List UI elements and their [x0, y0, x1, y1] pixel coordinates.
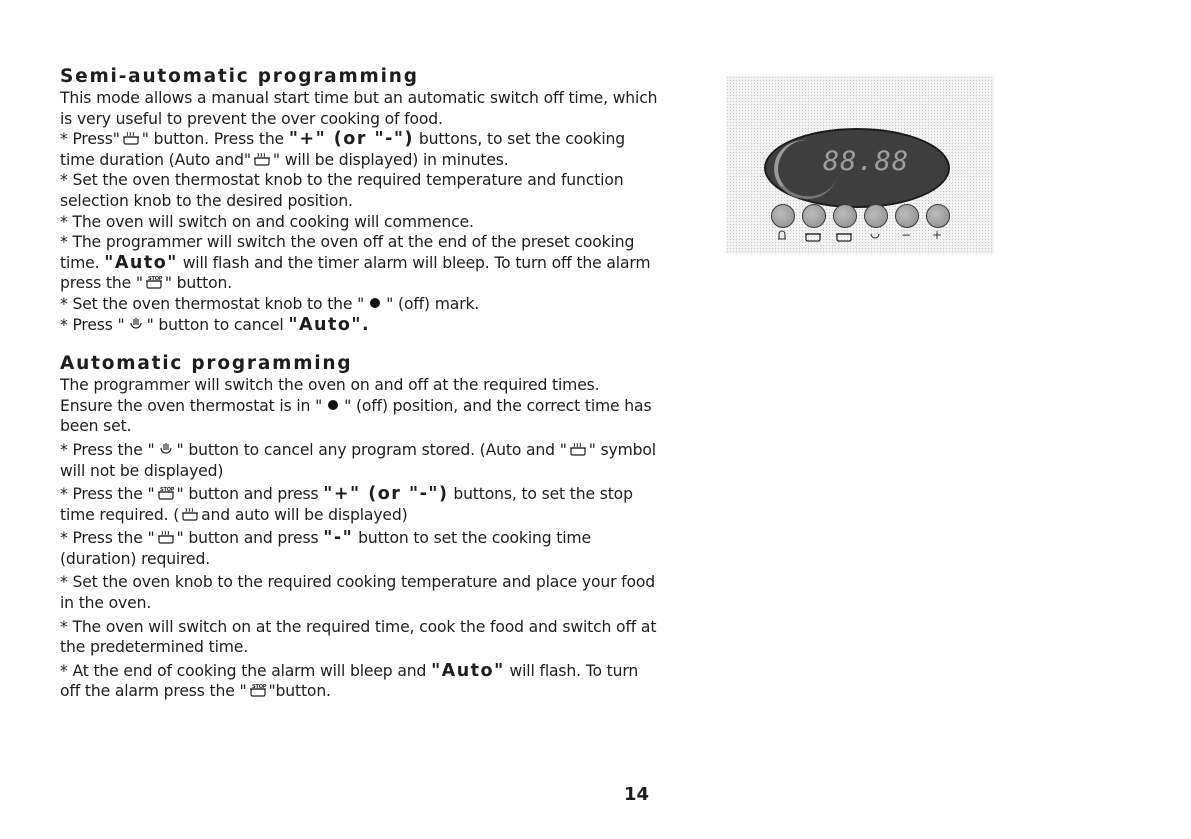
plus-button[interactable]: [926, 204, 950, 228]
cook-stop-icon: [157, 486, 175, 500]
cook-duration-icon: [122, 131, 140, 145]
programmer-display: [764, 128, 950, 208]
auto-ensure: Ensure the oven thermostat is in " " (off) position, and the correct time has been set.: [60, 396, 652, 436]
semi-intro: This mode allows a manual start time but an automatic switch off time, which is very useful to prevent the over cooking of food.: [60, 89, 658, 128]
svg-text:STOP: STOP: [159, 487, 174, 494]
plus-label: +: [931, 228, 943, 242]
auto-step-4: * Set the oven knob to the required cooking temperature and place your food in the oven.: [60, 573, 656, 613]
semi-auto-heading: Semi-automatic programming: [60, 66, 419, 87]
manual-hand-icon: [157, 442, 175, 456]
duration-button[interactable]: [802, 204, 826, 228]
semi-step-4: * The programmer will switch the oven off at the end of the preset cooking time. "Auto" will flash and the timer alarm will bleep. To turn off the alarm press the " STOP " button.: [60, 233, 651, 293]
cook-duration-icon: [157, 530, 175, 544]
manual-button[interactable]: [864, 204, 888, 228]
cook-duration-icon: [802, 228, 824, 245]
auto-step-1: * Press the " " button to cancel any program stored. (Auto and " " symbol will not be displayed): [60, 440, 656, 480]
timer-button[interactable]: [771, 204, 795, 228]
minus-label: −: [900, 228, 912, 242]
svg-text:STOP: STOP: [251, 684, 266, 691]
auto-step-6: * At the end of cooking the alarm will bleep and "Auto" will flash. To turn off the alarm press the " STOP "button.: [60, 660, 639, 701]
semi-step-3: * The oven will switch on and cooking will commence.: [60, 212, 474, 231]
svg-text:STOP: STOP: [147, 276, 163, 283]
off-dot-icon: [366, 296, 384, 310]
auto-heading: Automatic programming: [60, 353, 353, 375]
cook-duration-icon: [181, 507, 199, 521]
programmer-panel-illustration: [726, 76, 994, 254]
programmer-button-symbols: [771, 228, 951, 244]
instructions-column: [60, 66, 660, 702]
auto-step-3: * Press the " " button and press "-" button to set the cooking time (duration) required.: [60, 528, 591, 568]
semi-step-5: * Set the oven thermostat knob to the " " (off) mark.: [60, 294, 480, 313]
off-dot-icon: [324, 398, 342, 412]
cook-stop-icon: [249, 683, 267, 697]
cook-stop-icon: [145, 275, 163, 289]
cook-stop-icon: [833, 228, 855, 245]
manual-hand-icon: [127, 317, 145, 331]
display-digits: 88.88: [822, 146, 910, 177]
programmer-buttons: [771, 204, 951, 230]
minus-button[interactable]: [895, 204, 919, 228]
semi-step-2: * Set the oven thermostat knob to the required temperature and function selection knob to the desired position.: [60, 171, 624, 210]
cook-duration-icon: [569, 442, 587, 456]
page-number: 14: [624, 784, 650, 805]
auto-intro: The programmer will switch the oven on and off at the required times.: [60, 376, 600, 395]
auto-step-5: * The oven will switch on at the required time, cook the food and switch off at the predetermined time.: [60, 617, 657, 657]
manual-hand-icon: [864, 228, 886, 245]
semi-step-1: * Press" " button. Press the "+" (or "-") buttons, to set the cooking time duration (Auto and" " will be displayed) in minutes.: [60, 129, 626, 169]
auto-step-2: * Press the " STOP " button and press "+" (or "-") buttons, to set the stop time required. ( and auto will be displayed): [60, 484, 633, 524]
timer-bell-icon: [771, 228, 793, 245]
stop-button[interactable]: [833, 204, 857, 228]
semi-step-6: * Press " " button to cancel "Auto".: [60, 314, 371, 335]
cook-duration-icon: [253, 152, 271, 166]
